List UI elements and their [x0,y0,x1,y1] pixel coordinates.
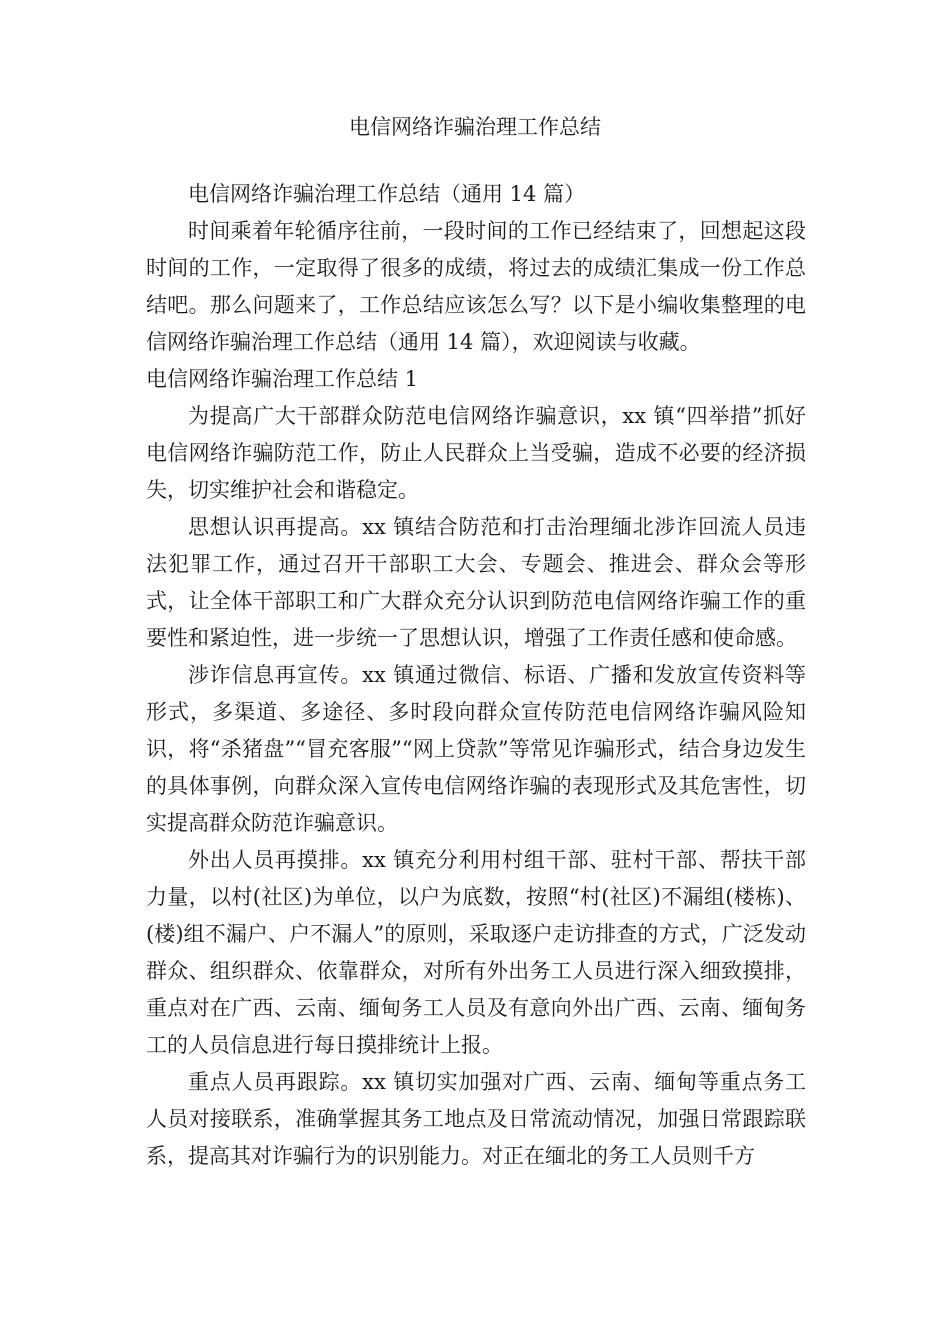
body-paragraph: 涉诈信息再宣传。xx 镇通过微信、标语、广播和发放宣传资料等形式，多渠道、多途径、多时段向群众宣传防范电信网络诈骗风险知识，将“杀猪盘”“冒充客服”“网上贷款”等常见诈骗形式，结合身边发生的具体事例，向群众深入宣传电信网络诈骗的表现形式及其危害性，切实提高群众防范诈骗意识。 [146,663,806,835]
document-title: 电信网络诈骗治理工作总结 [349,115,601,139]
document-body [146,176,806,1175]
body-paragraph: 思想认识再提高。xx 镇结合防范和打击治理缅北涉诈回流人员违法犯罪工作，通过召开干部职工大会、专题会、推进会、群众会等形式，让全体干部职工和广大群众充分认识到防范电信网络诈骗工作的重要性和紧迫性，进一步统一了思想认识，增强了工作责任感和使命感。 [146,515,806,650]
intro-paragraph: 时间乘着年轮循序往前，一段时间的工作已经结束了，回想起这段时间的工作，一定取得了很多的成绩，将过去的成绩汇集成一份工作总结吧。那么问题来了，工作总结应该怎么写？以下是小编收集整理的电信网络诈骗治理工作总结（通用 14 篇），欢迎阅读与收藏。 [146,219,806,354]
subtitle-paragraph: 电信网络诈骗治理工作总结（通用 14 篇） [188,182,586,206]
body-paragraph: 重点人员再跟踪。xx 镇切实加强对广西、云南、缅甸等重点务工人员对接联系，准确掌握其务工地点及日常流动情况，加强日常跟踪联系，提高其对诈骗行为的识别能力。对正在缅北的务工人员则千方 [146,1070,806,1168]
body-paragraph: 外出人员再摸排。xx 镇充分利用村组干部、驻村干部、帮扶干部力量，以村(社区)为单位，以户为底数，按照“村(社区)不漏组(楼栋)、(楼)组不漏户、户不漏人”的原则，采取逐户走访排查的方式，广泛发动群众、组织群众、依靠群众，对所有外出务工人员进行深入细致摸排，重点对在广西、云南、缅甸务工人员及有意向外出广西、云南、缅甸务工的人员信息进行每日摸排统计上报。 [146,848,806,1057]
section-heading: 电信网络诈骗治理工作总结 1 [146,367,419,391]
body-paragraph: 为提高广大干部群众防范电信网络诈骗意识，xx 镇“四举措”抓好电信网络诈骗防范工作，防止人民群众上当受骗，造成不必要的经济损失，切实维护社会和谐稳定。 [146,404,806,502]
